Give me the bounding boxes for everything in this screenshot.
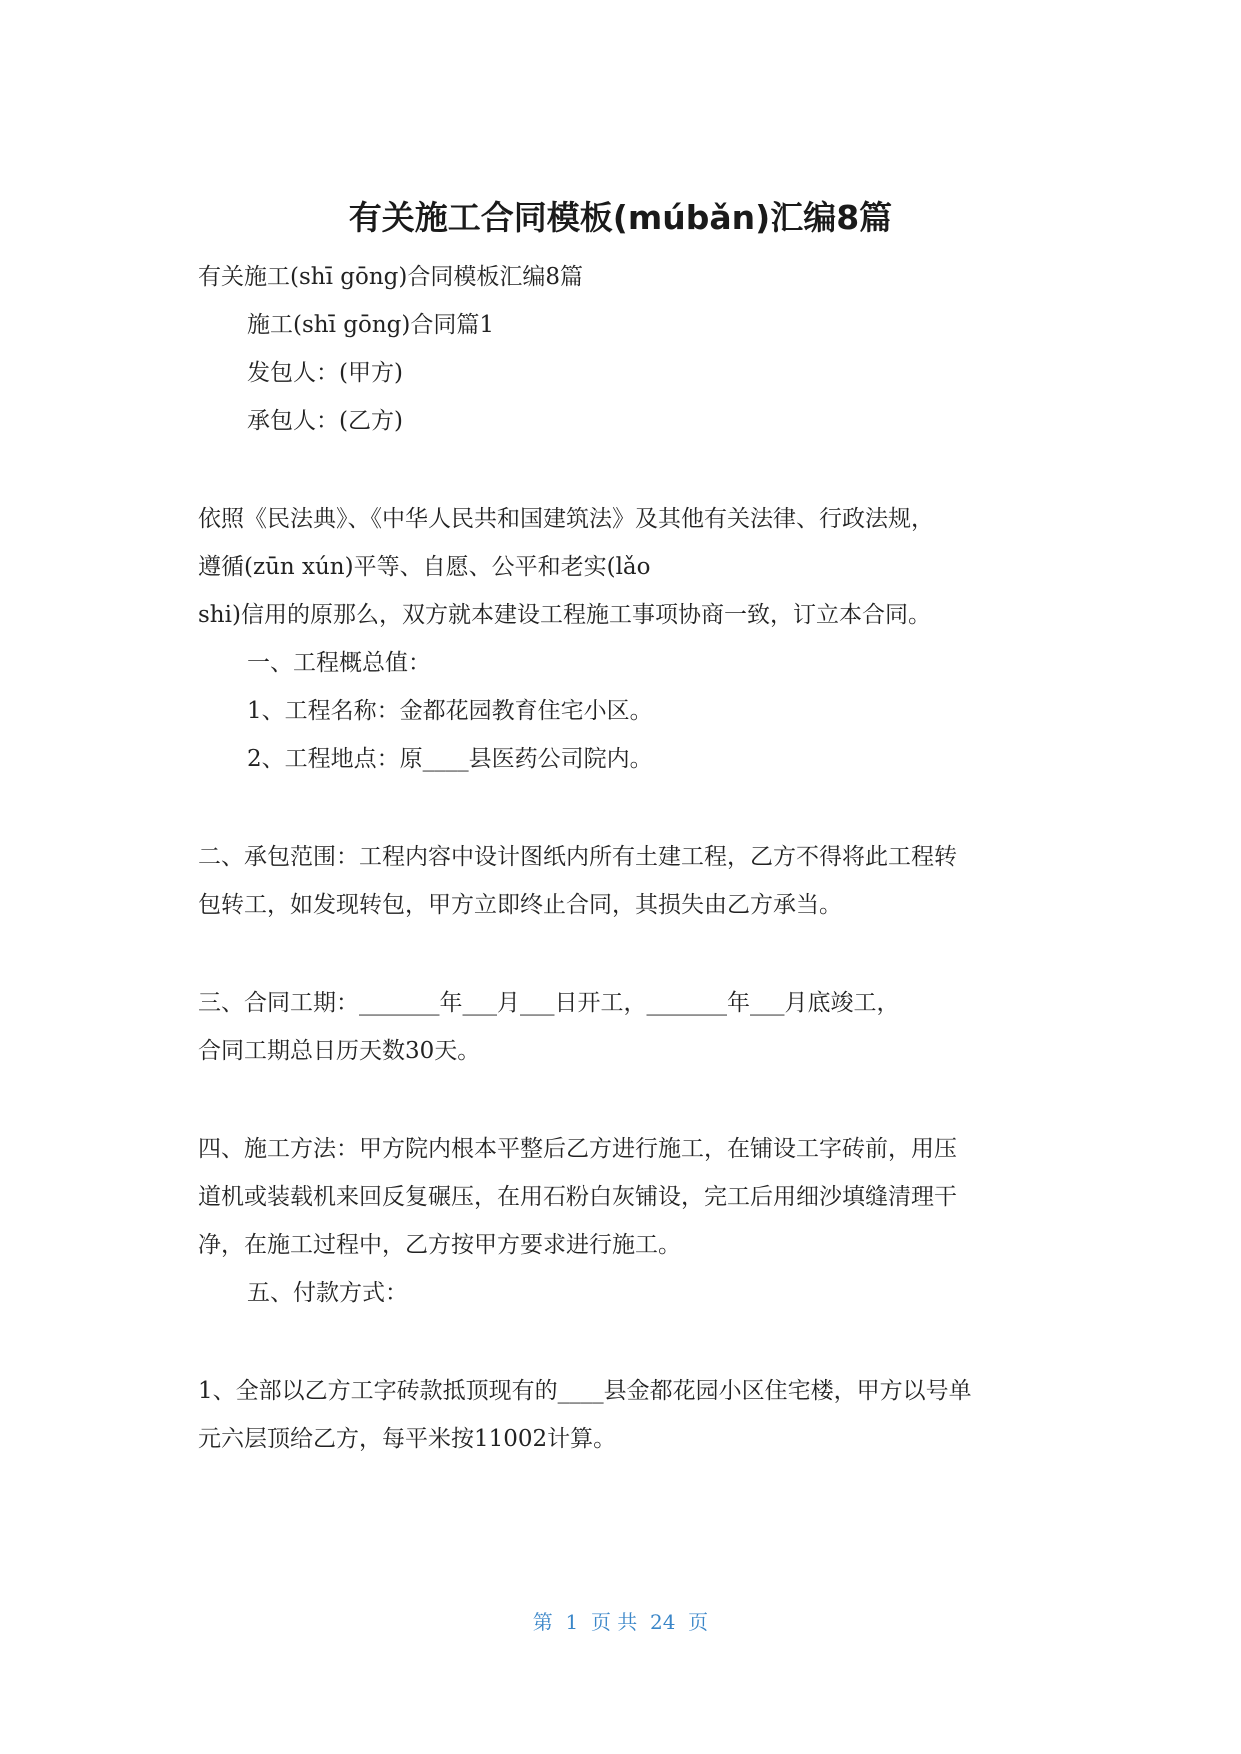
paragraph-line: shi)信用的原那么，双方就本建设工程施工事项协商一致，订立本合同。 xyxy=(198,602,931,628)
clause-item: 1、工程名称：金都花园教育住宅小区。 xyxy=(247,698,653,724)
paragraph-line: 二、承包范围：工程内容中设计图纸内所有土建工程，乙方不得将此工程转 xyxy=(198,844,957,870)
clause-heading: 五、付款方式： xyxy=(247,1280,408,1306)
document-title: 有关施工合同模板(múbǎn)汇编8篇 xyxy=(348,198,893,237)
paragraph-line: 元六层顶给乙方，每平米按11002计算。 xyxy=(198,1426,617,1452)
subtitle-line: 有关施工(shī gōng)合同模板汇编8篇 xyxy=(198,264,583,290)
paragraph-line: 1、全部以乙方工字砖款抵顶现有的____县金都花园小区住宅楼，甲方以号单 xyxy=(198,1378,972,1404)
paragraph-line: 依照《民法典》、《中华人民共和国建筑法》及其他有关法律、行政法规， xyxy=(198,506,934,532)
clause-heading: 一、工程概总值： xyxy=(247,650,431,676)
paragraph-line: 合同工期总日历天数30天。 xyxy=(198,1038,481,1064)
paragraph-line: 净，在施工过程中，乙方按甲方要求进行施工。 xyxy=(198,1232,681,1258)
paragraph-line: 道机或装载机来回反复碾压，在用石粉白灰铺设，完工后用细沙填缝清理干 xyxy=(198,1184,957,1210)
party-b-line: 承包人：(乙方) xyxy=(247,408,403,434)
paragraph-line: 三、合同工期：_______年___月___日开工，_______年___月底竣工， xyxy=(198,990,900,1016)
party-a-line: 发包人：(甲方) xyxy=(247,360,403,386)
paragraph-line: 遵循(zūn xún)平等、自愿、公平和老实(lǎo xyxy=(198,554,651,580)
page-number-footer: 第 1 页 共 24 页 xyxy=(532,1610,709,1634)
clause-item: 2、工程地点：原____县医药公司院内。 xyxy=(247,746,653,772)
paragraph-line: 四、施工方法：甲方院内根本平整后乙方进行施工，在铺设工字砖前，用压 xyxy=(198,1136,957,1162)
section-heading-contract-1: 施工(shī gōng)合同篇1 xyxy=(247,312,494,338)
paragraph-line: 包转工，如发现转包，甲方立即终止合同，其损失由乙方承当。 xyxy=(198,892,842,918)
